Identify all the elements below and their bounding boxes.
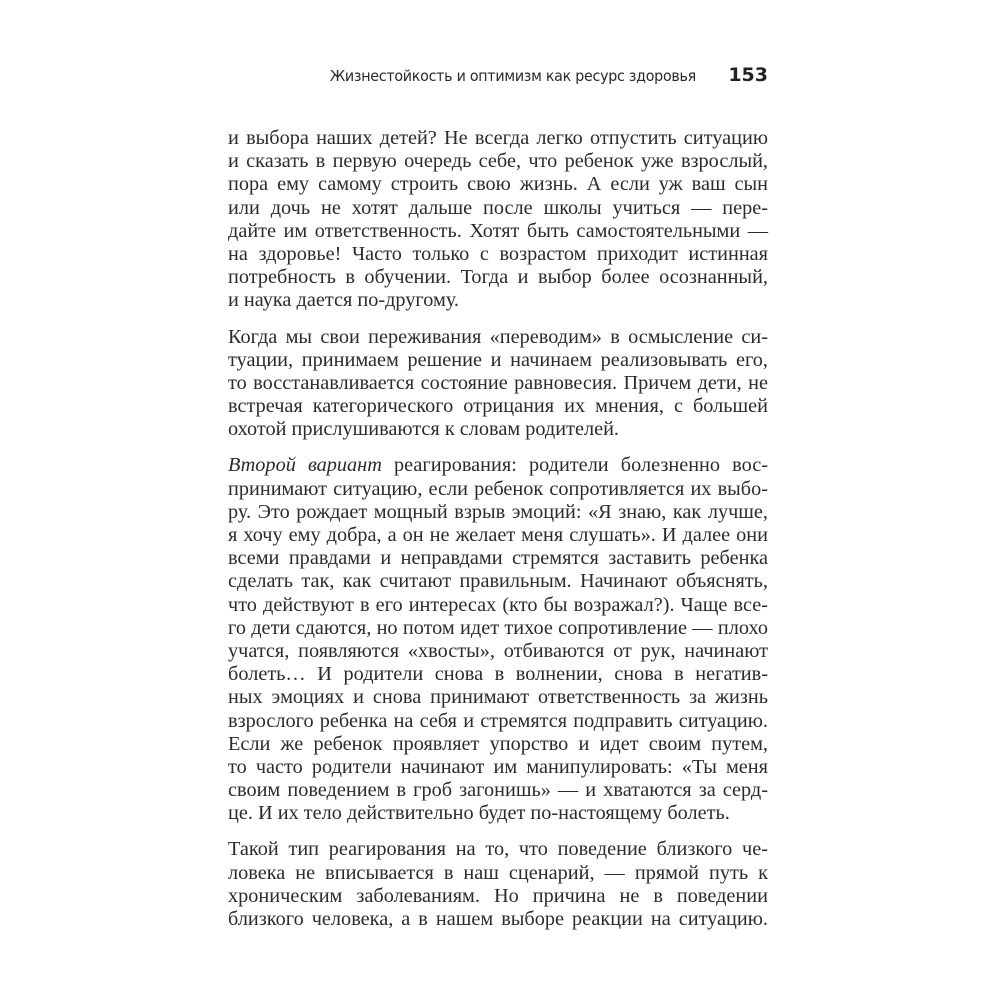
text-fragment: реагирования: родители болезненно вос- bbox=[381, 454, 769, 477]
text-line: го дети сдаются, но потом идет тихое сопротивление — плохо bbox=[228, 616, 768, 639]
paragraph-2 bbox=[228, 326, 768, 442]
text-line: ловека не вписывается в наш сценарий, — прямой путь к bbox=[228, 861, 768, 884]
page-number: 153 bbox=[728, 64, 768, 86]
paragraph-1 bbox=[228, 127, 768, 313]
text-line: туации, принимаем решение и начинаем реализовывать его, bbox=[228, 348, 768, 371]
text-line: я хочу ему добра, а он не желает меня слушать». И далее они bbox=[228, 524, 768, 546]
text-line: пора ему самому строить свою жизнь. А если уж ваш сын bbox=[228, 173, 768, 196]
text-line: то восстанавливается состояние равновесия. Причем дети, не bbox=[228, 371, 768, 394]
italic-lead: Второй вариант bbox=[228, 454, 382, 477]
text-line: це. И их тело действительно будет по-настоящему болеть. bbox=[228, 802, 730, 825]
text-line: болеть… И родители снова в волнении, снова в негатив- bbox=[228, 663, 768, 686]
text-line: Когда мы свои переживания «переводим» в осмысление си- bbox=[228, 325, 768, 348]
running-header bbox=[228, 64, 768, 92]
text-line: на здоровье! Часто только с возрастом приходит истинная bbox=[228, 242, 768, 265]
page-body bbox=[228, 127, 768, 944]
text-line: охотой прислушиваются к словам родителей. bbox=[228, 418, 620, 441]
text-line: учатся, появляются «хвосты», отбиваются от рук, начинают bbox=[228, 639, 768, 662]
text-line: ру. Это рождает мощный взрыв эмоций: «Я знаю, как лучше, bbox=[228, 500, 768, 523]
paragraph-3 bbox=[228, 454, 768, 825]
text-line: и выбора наших детей? Не всегда легко отпустить ситуацию bbox=[228, 127, 768, 149]
text-line: Такой тип реагирования на то, что поведение близкого че- bbox=[228, 838, 768, 861]
text-line: и сказать в первую очередь себе, что ребенок уже взрослый, bbox=[228, 150, 768, 173]
text-line: что действуют в его интересах (кто бы возражал?). Чаще все- bbox=[228, 593, 768, 616]
running-title: Жизнестойкость и оптимизм как ресурс здоровья bbox=[329, 67, 696, 85]
text-line: всеми правдами и неправдами стремятся заставить ребенка bbox=[228, 547, 768, 570]
text-line: близкого человека, а в нашем выборе реакции на ситуацию. bbox=[228, 908, 768, 930]
text-line: встречая категорического отрицания их мнения, с большей bbox=[228, 395, 768, 418]
text-line: своим поведением в гроб загонишь» — и хватаются за серд- bbox=[228, 779, 768, 802]
text-line: ных эмоциях и снова принимают ответственность за жизнь bbox=[228, 686, 768, 709]
text-line: то часто родители начинают им манипулировать: «Ты меня bbox=[228, 755, 768, 778]
text-line: сделать так, как считают правильным. Начинают объяснять, bbox=[228, 570, 768, 593]
text-line: Если же ребенок проявляет упорство и идет своим путем, bbox=[228, 732, 768, 755]
text-line: или дочь не хотят дальше после школы учиться — пере- bbox=[228, 196, 768, 219]
text-line: дайте им ответственность. Хотят быть самостоятельными — bbox=[228, 219, 768, 242]
text-line: хроническим заболеваниям. Но причина не в поведении bbox=[228, 884, 768, 907]
paragraph-4 bbox=[228, 838, 768, 931]
text-line: потребность в обучении. Тогда и выбор более осознанный, bbox=[228, 266, 768, 289]
text-line: и наука дается по-другому. bbox=[228, 289, 460, 312]
text-line: взрослого ребенка на себя и стремятся подправить ситуацию. bbox=[228, 709, 768, 732]
text-line bbox=[228, 454, 768, 477]
text-line: принимают ситуацию, если ребенок сопротивляется их выбо- bbox=[228, 477, 768, 500]
